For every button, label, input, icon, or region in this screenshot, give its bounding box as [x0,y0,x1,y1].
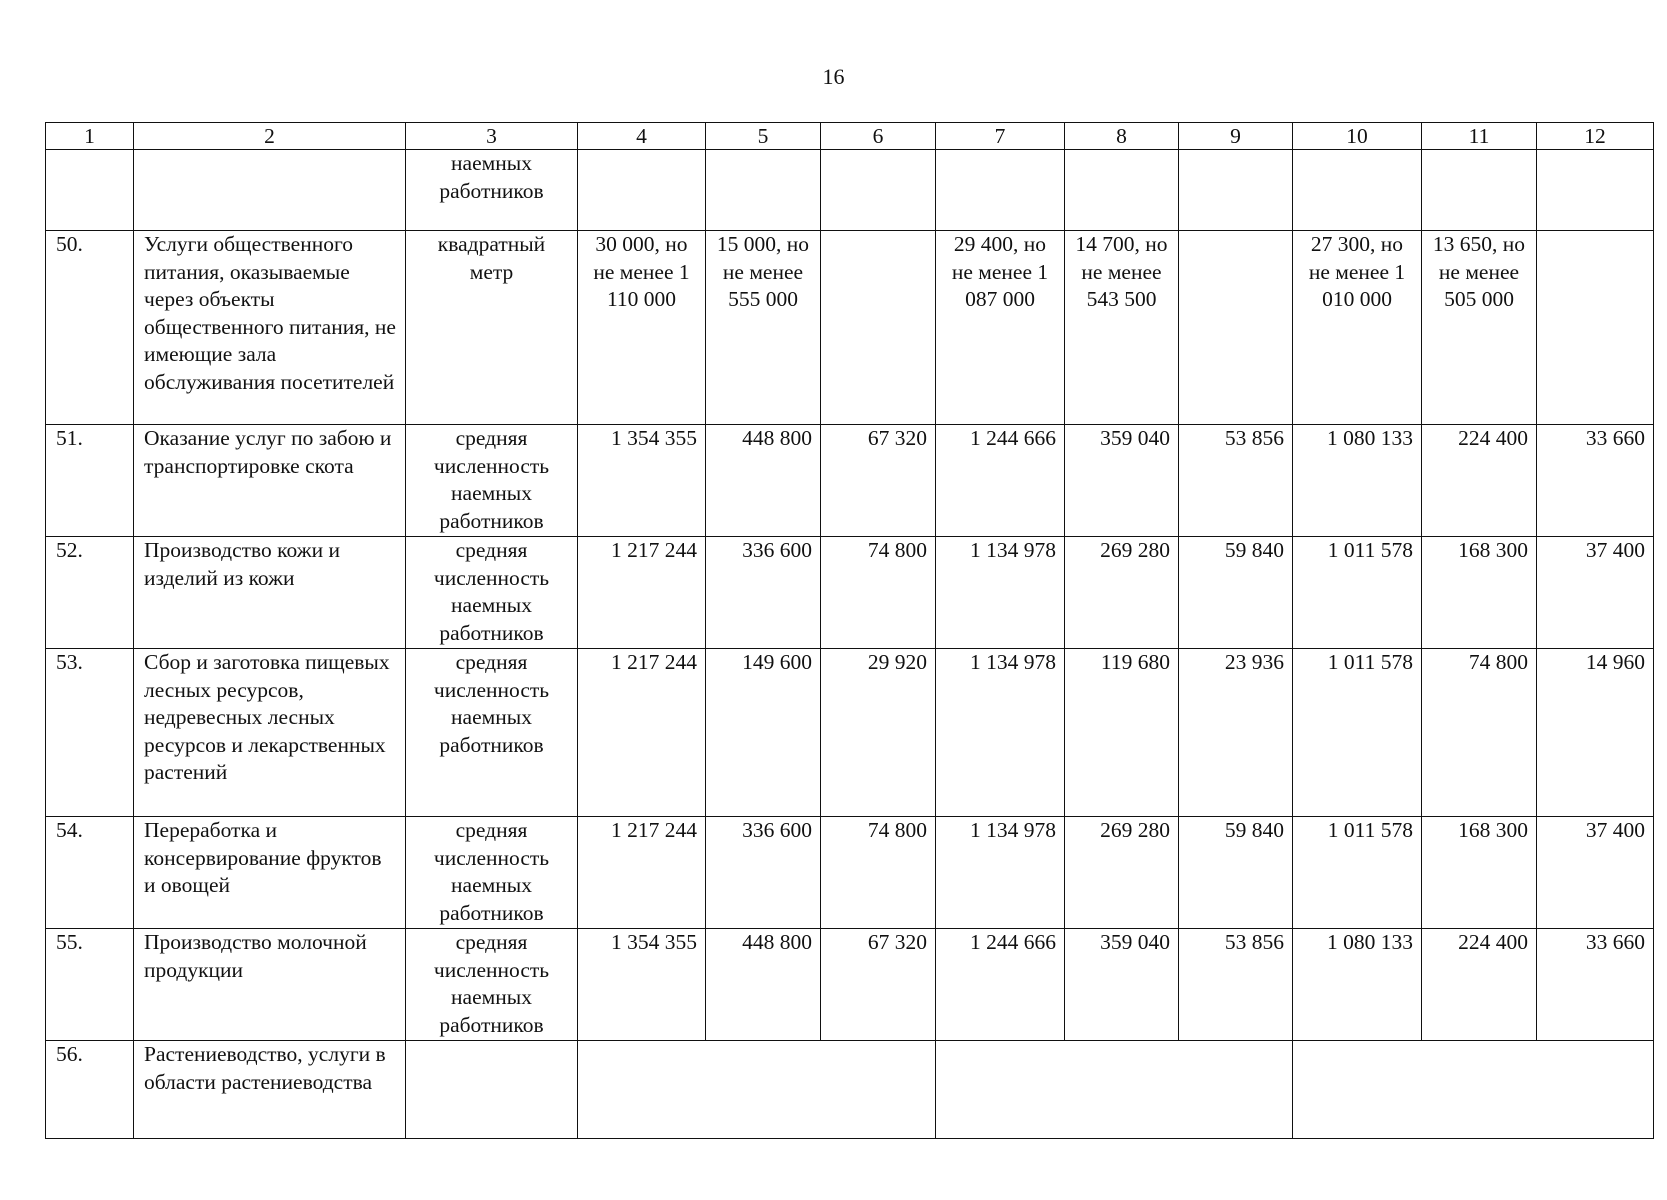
column-number-row [46,123,1654,150]
column-number: 12 [1537,123,1654,150]
value-cell: 168 300 [1422,817,1537,929]
table-row-continuation [46,150,1654,231]
unit-cell: средняя численность наемных работников [406,425,578,537]
value-cell: 13 650, но не менее 505 000 [1422,231,1537,425]
value-cell: 30 000, но не менее 1 110 000 [578,231,706,425]
column-number: 11 [1422,123,1537,150]
column-number: 1 [46,123,134,150]
activity-cell: Сбор и заготовка пищевых лесных ресурсов, недревесных лесных ресурсов и лекарственных растений [134,649,406,817]
activity-cell: Производство кожи и изделий из кожи [134,537,406,649]
value-cell: 33 660 [1537,425,1654,537]
column-number: 8 [1065,123,1179,150]
value-cell: 1 217 244 [578,817,706,929]
row-number-cell: 50. [46,231,134,425]
value-cell: 14 700, но не менее 543 500 [1065,231,1179,425]
value-cell: 1 080 133 [1293,425,1422,537]
table-row [46,425,1654,537]
value-cell: 74 800 [821,537,936,649]
table-row [46,537,1654,649]
tariff-table [45,122,1654,1139]
value-cell: 74 800 [1422,649,1537,817]
value-cell: 359 040 [1065,425,1179,537]
value-cell: 37 400 [1537,817,1654,929]
unit-cell: средняя численность наемных работников [406,649,578,817]
value-cell: 67 320 [821,425,936,537]
value-cell: 1 134 978 [936,649,1065,817]
column-number: 9 [1179,123,1293,150]
column-number: 4 [578,123,706,150]
value-cell [1179,150,1293,231]
activity-cell [134,150,406,231]
table-row [46,929,1654,1041]
unit-cell [406,1041,578,1139]
value-cell: 29 400, но не менее 1 087 000 [936,231,1065,425]
value-cell [578,150,706,231]
value-cell: 269 280 [1065,817,1179,929]
value-cell: 53 856 [1179,425,1293,537]
row-number-cell [46,150,134,231]
value-cell [706,150,821,231]
value-cell: 1 134 978 [936,817,1065,929]
value-cell: 29 920 [821,649,936,817]
activity-cell: Растениеводство, услуги в области растениеводства [134,1041,406,1139]
value-cell: 1 011 578 [1293,537,1422,649]
value-cell: 149 600 [706,649,821,817]
table-row [46,817,1654,929]
value-cell [1293,150,1422,231]
value-cell: 74 800 [821,817,936,929]
value-cell: 59 840 [1179,817,1293,929]
column-number: 3 [406,123,578,150]
value-cell: 14 960 [1537,649,1654,817]
value-cell [1065,150,1179,231]
row-number-cell: 53. [46,649,134,817]
column-number: 6 [821,123,936,150]
value-cell [1179,231,1293,425]
column-number: 10 [1293,123,1422,150]
value-cell: 1 244 666 [936,425,1065,537]
activity-cell: Услуги общественного питания, оказываемые через объекты общественного питания, не имеющие зала обслуживания посетителей [134,231,406,425]
column-number: 5 [706,123,821,150]
value-cell [1537,150,1654,231]
value-cell: 359 040 [1065,929,1179,1041]
merged-value-cell [578,1041,936,1139]
value-cell: 53 856 [1179,929,1293,1041]
table-row [46,649,1654,817]
unit-cell: средняя численность наемных работников [406,817,578,929]
value-cell: 1 080 133 [1293,929,1422,1041]
table-row [46,231,1654,425]
value-cell: 168 300 [1422,537,1537,649]
value-cell: 224 400 [1422,929,1537,1041]
activity-cell: Производство молочной продукции [134,929,406,1041]
value-cell: 1 217 244 [578,649,706,817]
row-number-cell: 55. [46,929,134,1041]
value-cell: 336 600 [706,537,821,649]
value-cell [1422,150,1537,231]
value-cell [1537,231,1654,425]
activity-cell: Оказание услуг по забою и транспортировке скота [134,425,406,537]
value-cell: 224 400 [1422,425,1537,537]
value-cell: 27 300, но не менее 1 010 000 [1293,231,1422,425]
unit-cell: квадратный метр [406,231,578,425]
row-number-cell: 54. [46,817,134,929]
row-number-cell: 52. [46,537,134,649]
value-cell: 336 600 [706,817,821,929]
row-number-cell: 56. [46,1041,134,1139]
column-number: 7 [936,123,1065,150]
value-cell [936,150,1065,231]
value-cell: 269 280 [1065,537,1179,649]
value-cell: 59 840 [1179,537,1293,649]
value-cell [821,150,936,231]
value-cell: 33 660 [1537,929,1654,1041]
value-cell: 119 680 [1065,649,1179,817]
table-row [46,1041,1654,1139]
value-cell [821,231,936,425]
unit-cell: средняя численность наемных работников [406,929,578,1041]
row-number-cell: 51. [46,425,134,537]
value-cell: 448 800 [706,425,821,537]
value-cell: 67 320 [821,929,936,1041]
value-cell: 1 134 978 [936,537,1065,649]
value-cell: 37 400 [1537,537,1654,649]
unit-cell: наемных работников [406,150,578,231]
page-number: 16 [822,64,845,89]
value-cell: 1 354 355 [578,929,706,1041]
value-cell: 15 000, но не менее 555 000 [706,231,821,425]
activity-cell: Переработка и консервирование фруктов и овощей [134,817,406,929]
value-cell: 23 936 [1179,649,1293,817]
value-cell: 1 217 244 [578,537,706,649]
value-cell: 1 354 355 [578,425,706,537]
merged-value-cell [1293,1041,1654,1139]
value-cell: 1 011 578 [1293,817,1422,929]
value-cell: 1 244 666 [936,929,1065,1041]
column-number: 2 [134,123,406,150]
merged-value-cell [936,1041,1293,1139]
value-cell: 1 011 578 [1293,649,1422,817]
value-cell: 448 800 [706,929,821,1041]
unit-cell: средняя численность наемных работников [406,537,578,649]
